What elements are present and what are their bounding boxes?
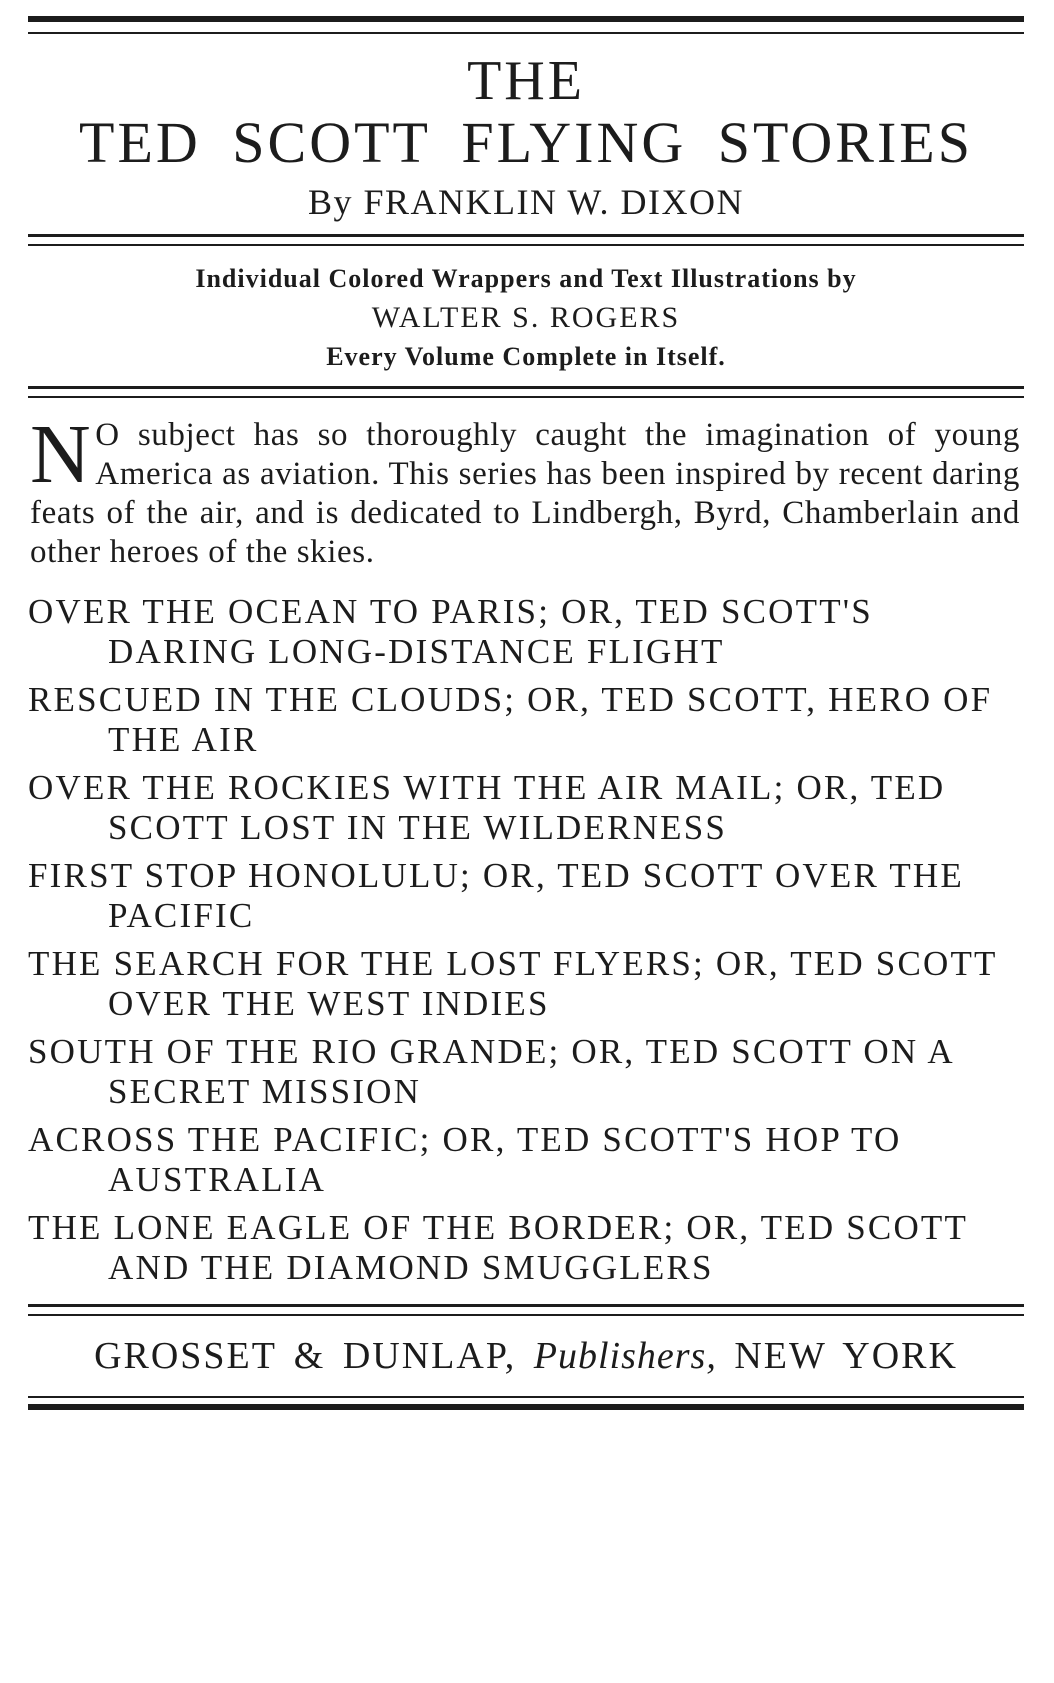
series-author: By FRANKLIN W. DIXON <box>307 182 745 222</box>
publisher-role: Publishers, <box>533 1335 717 1377</box>
illustration-credit: Individual Colored Wrappers and Text Illustrations by <box>195 264 857 293</box>
bottom-rule <box>28 1396 1024 1410</box>
volume-note: Every Volume Complete in Itself. <box>326 342 726 371</box>
book-title: OVER THE ROCKIES WITH THE AIR MAIL; OR, TED SCOTT LOST IN THE WILDERNESS <box>28 768 946 847</box>
book-title-list <box>28 592 1024 1288</box>
book-title: OVER THE OCEAN TO PARIS; OR, TED SCOTT'S DARING LONG-DISTANCE FLIGHT <box>28 592 873 671</box>
credits-block <box>28 246 1024 386</box>
publisher-city: NEW YORK <box>734 1335 958 1377</box>
series-header <box>28 34 1024 234</box>
book-title: THE SEARCH FOR THE LOST FLYERS; OR, TED SCOTT OVER THE WEST INDIES <box>28 944 997 1023</box>
book-title: THE LONE EAGLE OF THE BORDER; OR, TED SCOTT AND THE DIAMOND SMUGGLERS <box>28 1208 968 1287</box>
intro-text: O subject has so thoroughly caught the imagination of young America as aviation. This series has been inspired by recent daring feats of the air, and is dedicated to Lindbergh, Byrd, Chamberlain and other heroes of the skies. <box>30 417 1020 570</box>
header-rule <box>28 234 1024 246</box>
book-title: RESCUED IN THE CLOUDS; OR, TED SCOTT, HERO OF THE AIR <box>28 680 993 759</box>
drop-cap: N <box>30 408 92 501</box>
book-title: SOUTH OF THE RIO GRANDE; OR, TED SCOTT ON A SECRET MISSION <box>28 1032 953 1111</box>
intro-paragraph <box>28 408 1024 572</box>
series-title: TED SCOTT FLYING STORIES <box>79 110 973 175</box>
footer-rule <box>28 1304 1024 1316</box>
book-title: ACROSS THE PACIFIC; OR, TED SCOTT'S HOP TO AUSTRALIA <box>28 1120 902 1199</box>
advertisement-page <box>28 16 1024 1666</box>
series-title-the: THE <box>467 50 585 112</box>
publisher-line <box>28 1316 1024 1396</box>
illustrator-name: WALTER S. ROGERS <box>371 301 681 334</box>
top-rule <box>28 16 1024 34</box>
book-title: FIRST STOP HONOLULU; OR, TED SCOTT OVER THE PACIFIC <box>28 856 964 935</box>
publisher-name: GROSSET & DUNLAP, <box>94 1335 517 1377</box>
credits-rule <box>28 386 1024 398</box>
